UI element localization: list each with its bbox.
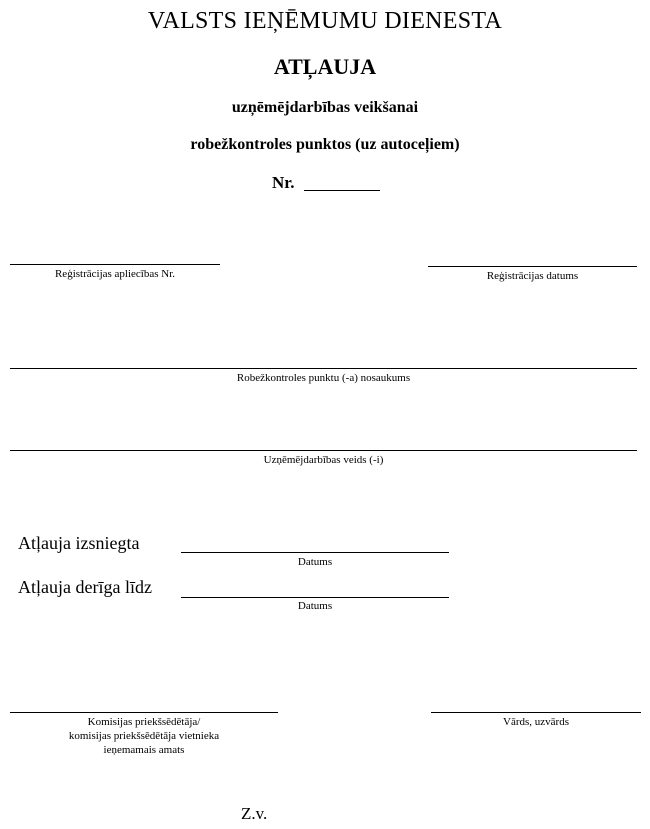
- document-title: ATĻAUJA: [273, 54, 377, 79]
- checkpoint-name-caption: Robežkontroles punktu (-a) nosaukums: [236, 372, 411, 384]
- document-subtitle-1: uzņēmējdarbības veikšanai: [231, 99, 419, 116]
- valid-until-date-caption: Datums: [297, 600, 333, 612]
- name-surname-field[interactable]: [431, 712, 641, 713]
- checkpoint-name-field[interactable]: [10, 368, 637, 369]
- registration-certificate-field[interactable]: [10, 264, 220, 265]
- stamp-place-label: Z.v.: [241, 804, 268, 823]
- position-field[interactable]: [10, 712, 278, 713]
- issued-date-field[interactable]: [181, 552, 449, 553]
- name-surname-caption: Vārds, uzvārds: [503, 716, 569, 728]
- issued-date-caption: Datums: [297, 556, 333, 568]
- document-subtitle-2: robežkontroles punktos (uz autoceļiem): [190, 136, 460, 153]
- valid-until-label: Atļauja derīga līdz: [18, 577, 152, 597]
- number-label: Nr.: [272, 173, 295, 192]
- position-caption-line-1: Komisijas priekšsēdētāja/: [87, 716, 201, 728]
- agency-title: VALSTS IEŅĒMUMU DIENESTA: [147, 8, 503, 34]
- business-type-field[interactable]: [10, 450, 637, 451]
- position-caption-line-2: komisijas priekšsēdētāja vietnieka: [68, 730, 220, 742]
- number-field[interactable]: [304, 190, 380, 191]
- issued-label: Atļauja izsniegta: [18, 533, 140, 553]
- business-type-caption: Uzņēmējdarbības veids (-i): [263, 454, 384, 466]
- valid-until-date-field[interactable]: [181, 597, 449, 598]
- registration-date-caption: Reģistrācijas datums: [486, 270, 579, 282]
- position-caption-line-3: ieņemamais amats: [103, 744, 185, 756]
- registration-date-field[interactable]: [428, 266, 637, 267]
- registration-certificate-caption: Reģistrācijas apliecības Nr.: [54, 268, 176, 280]
